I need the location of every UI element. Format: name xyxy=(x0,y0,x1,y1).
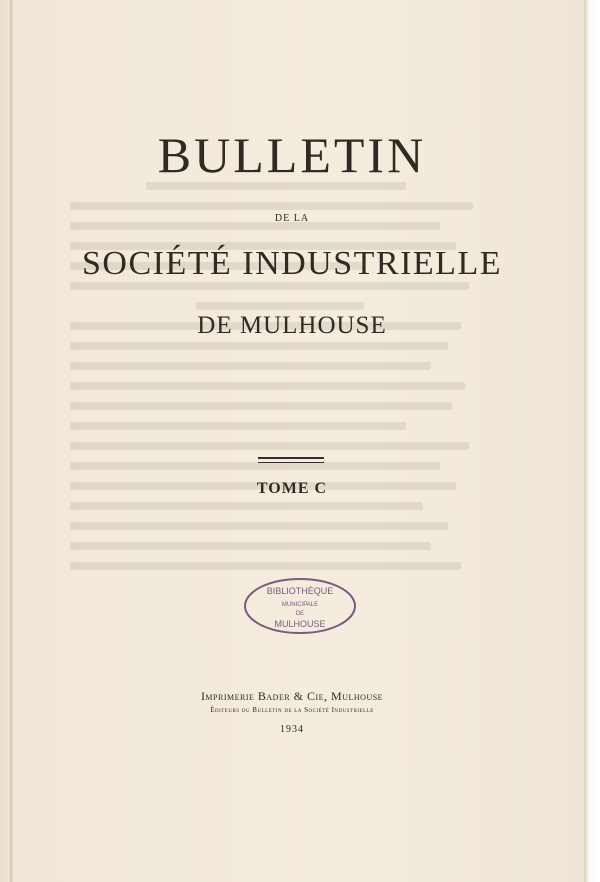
double-rule-top xyxy=(258,457,324,459)
society-name: SOCIÉTÉ INDUSTRIELLE xyxy=(81,245,502,282)
volume-label: TOME C xyxy=(256,480,328,497)
title-connector: DE LA xyxy=(274,213,310,224)
society-city: DE MULHOUSE xyxy=(197,312,387,339)
stamp-line-1: BIBLIOTHÈQUE xyxy=(266,586,334,596)
page-edge xyxy=(584,0,600,882)
bulletin-title: BULLETIN xyxy=(157,127,427,183)
publisher-note: Éditeurs du Bulletin de la Société Industrielle xyxy=(210,706,374,714)
stamp-line-2: MUNICIPALE xyxy=(281,602,319,608)
stamp-line-4: MULHOUSE xyxy=(274,619,326,629)
library-stamp xyxy=(242,576,358,636)
printer-imprint: Imprimerie Bader & Cie, Mulhouse xyxy=(200,689,384,703)
publication-year: 1934 xyxy=(280,724,304,735)
stamp-line-3: DE xyxy=(295,611,305,617)
double-rule-bottom xyxy=(258,462,324,463)
